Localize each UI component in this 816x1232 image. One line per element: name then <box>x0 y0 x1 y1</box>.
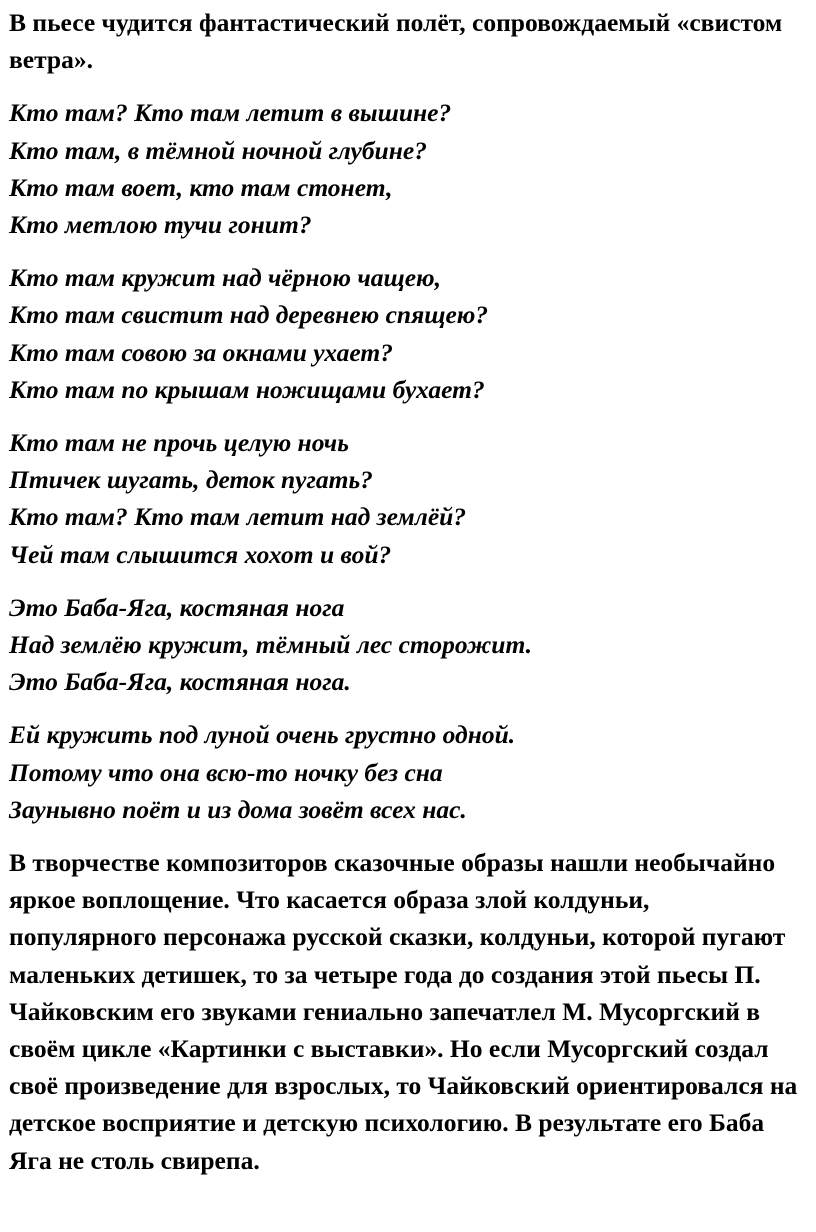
poem-line: Кто там кружит над чёрною чащею, <box>9 263 442 293</box>
poem-line: Чей там слышится хохот и вой? <box>9 539 392 569</box>
poem-line: Кто метлою тучи гонит? <box>9 210 312 240</box>
poem-line: Это Баба-Яга, костяная нога. <box>9 667 351 697</box>
poem-stanza-4 <box>9 589 800 701</box>
poem-line: Кто там совою за окнами ухает? <box>9 337 393 367</box>
intro-paragraph: В пьесе чудится фантастический полёт, сопровождаемый «свистом ветра». <box>9 8 783 75</box>
poem-line: Кто там по крышам ножищами бухает? <box>9 374 485 404</box>
poem-stanza-5 <box>9 716 800 828</box>
poem-stanza-3 <box>9 424 800 573</box>
poem-line: Кто там не прочь целую ночь <box>9 428 349 458</box>
poem-line: Кто там свистит над деревнею спящею? <box>9 300 489 330</box>
poem-stanza-2 <box>9 259 800 408</box>
poem-line: Заунывно поёт и из дома зовёт всех нас. <box>9 794 467 824</box>
poem-line: Кто там воет, кто там стонет, <box>9 172 393 202</box>
commentary-paragraph: В творчестве композиторов сказочные образы нашли необычайно яркое воплощение. Что касается образа злой колдуньи, популярного персонажа русской сказки, колдуньи, которой пугают маленьких детишек, то за четыре года до создания этой пьесы П. Чайковским его звуками гениально запечатлел М. Мусоргский в своём цикле «Картинки с выставки». Но если Мусоргский создал своё произведение для взрослых, то Чайковский ориентировался на детское восприятие и детскую психологию. В результате его Баба Яга не столь свирепа. <box>9 848 798 1175</box>
poem-line: Кто там? Кто там летит в вышине? <box>9 98 452 128</box>
poem-line: Потому что она всю-то ночку без сна <box>9 757 443 787</box>
poem-line: Ей кружить под луной очень грустно одной. <box>9 720 516 750</box>
poem-line: Птичек шугать, деток пугать? <box>9 465 373 495</box>
poem-line: Кто там? Кто там летит над землёй? <box>9 502 467 532</box>
poem-line: Кто там, в тёмной ночной глубине? <box>9 135 427 165</box>
poem <box>9 94 800 828</box>
poem-line: Над землёю кружит, тёмный лес сторожит. <box>9 630 533 660</box>
poem-line: Это Баба-Яга, костяная нога <box>9 592 345 622</box>
poem-stanza-1 <box>9 94 800 243</box>
